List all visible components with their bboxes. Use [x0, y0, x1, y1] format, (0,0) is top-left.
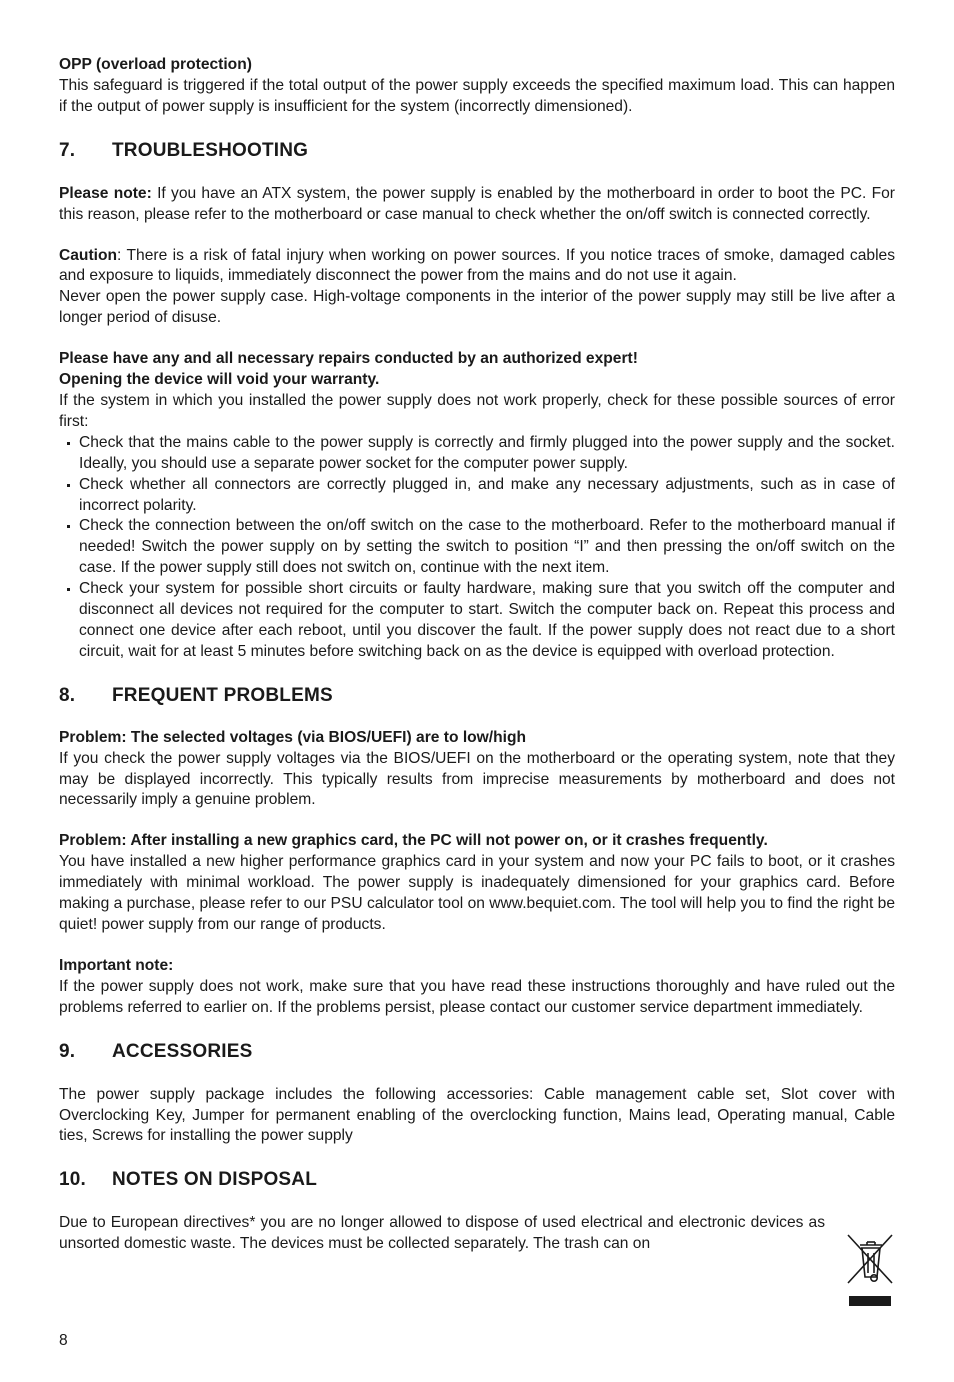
important-note-text: If the power supply does not work, make sure that you have read these instructions thoroughly and have ruled out the problems referred to earlier on. If the problems persist, please contact our customer service department immediately. — [59, 977, 895, 1016]
please-note-text: If you have an ATX system, the power supply is enabled by the motherboard in order to boot the PC. For this reason, please refer to the motherboard or case manual to check whether the on/off switch is connected correctly. — [59, 184, 895, 223]
repair-warning: Please have any and all necessary repairs conducted by an authorized expert! — [59, 350, 638, 368]
section-number: 7. — [59, 139, 76, 161]
opp-title: OPP (overload protection) — [59, 56, 252, 73]
caution-label: Caution — [59, 246, 118, 264]
problem-graphics-title: Problem: After installing a new graphics card, the PC will not power on, or it crashes frequently. — [59, 832, 768, 850]
section-heading-frequent-problems — [59, 684, 895, 708]
section-title: FREQUENT PROBLEMS — [112, 684, 333, 706]
warranty-warning: Opening the device will void your warranty. — [59, 371, 380, 389]
section-title: TROUBLESHOOTING — [112, 139, 309, 161]
disposal-text: Due to European directives* you are no longer allowed to dispose of used electrical and electronic devices as unsorted domestic waste. The devices must be collected separately. The trash can on — [59, 1214, 825, 1253]
list-item: Check your system for possible short circuits or faulty hardware, making sure that you switch off the computer and disconnect all devices not required for the computer to start. Switch the computer back on. Repeat this process and connect one device after each reboot, until you discover the fault. If the power supply does not react due to a short circuit, wait for at least 5 minutes before switching back on as the device is equipped with overload protection. — [59, 579, 895, 663]
troubleshooting-intro: If the system in which you installed the power supply does not work properly, check for these possible sources of error first: — [59, 391, 895, 430]
section-number: 8. — [59, 684, 76, 706]
page-number: 8 — [59, 1332, 68, 1349]
section-title: NOTES ON DISPOSAL — [112, 1169, 318, 1191]
caution-paragraph — [59, 246, 895, 288]
section-number: 10. — [59, 1169, 87, 1191]
please-note-paragraph — [59, 184, 895, 226]
page-content — [59, 55, 895, 1255]
section-heading-troubleshooting — [59, 139, 895, 163]
section-number: 9. — [59, 1040, 76, 1062]
please-note-label: Please note: — [59, 184, 152, 202]
opp-text: This safeguard is triggered if the total output of the power supply exceeds the specified maximum load. This can happen if the output of power supply is insufficient for the system (incorrectly dimensioned). — [59, 76, 895, 115]
accessories-text: The power supply package includes the following accessories: Cable management cable set, Slot cover with Overclocking Key, Jumper for permanent enabling of the overclocking function, Mains lead, Operating manual, Cable ties, Screws for installing the power supply — [59, 1085, 895, 1145]
caution-text: : There is a risk of fatal injury when working on power sources. If you notice traces of smoke, damaged cables and exposure to liquids, immediately disconnect the power from the mains and do not use it again. — [59, 246, 895, 285]
list-item: Check whether all connectors are correctly plugged in, and make any necessary adjustments, such as in case of incorrect polarity. — [59, 475, 895, 517]
section-heading-accessories — [59, 1040, 895, 1064]
list-item: Check that the mains cable to the power supply is correctly and firmly plugged into the power supply and the socket. Ideally, you should use a separate power socket for the computer power supply. — [59, 433, 895, 475]
crossed-out-bin-icon — [846, 1233, 894, 1307]
troubleshooting-checklist — [59, 433, 895, 663]
section-heading-disposal — [59, 1168, 895, 1192]
problem-graphics-text: You have installed a new higher performance graphics card in your system and now your PC fails to boot, or it crashes immediately with minimal workload. The power supply is inadequately dimensioned for your graphics card. Before making a purchase, please refer to our PSU calculator tool on www.bequiet.com. The tool will help you to find the right be quiet! power supply from our range of products. — [59, 853, 895, 933]
caution-text-2: Never open the power supply case. High-voltage components in the interior of the power supply may still be live after a longer period of disuse. — [59, 288, 895, 327]
section-title: ACCESSORIES — [112, 1040, 253, 1062]
problem-voltages-text: If you check the power supply voltages via the BIOS/UEFI on the motherboard or the operating system, note that they may be displayed incorrectly. This typically results from imprecise measurements by motherboard and does not necessarily imply a genuine problem. — [59, 749, 895, 809]
list-item: Check the connection between the on/off switch on the case to the motherboard. Refer to the motherboard manual if needed! Switch the power supply on by setting the switch to position “I” and then pressing the on/off switch on the case. If the power supply still does not switch on, continue with the next item. — [59, 516, 895, 579]
problem-voltages-title: Problem: The selected voltages (via BIOS/UEFI) are to low/high — [59, 728, 527, 746]
important-note-title: Important note: — [59, 956, 174, 974]
